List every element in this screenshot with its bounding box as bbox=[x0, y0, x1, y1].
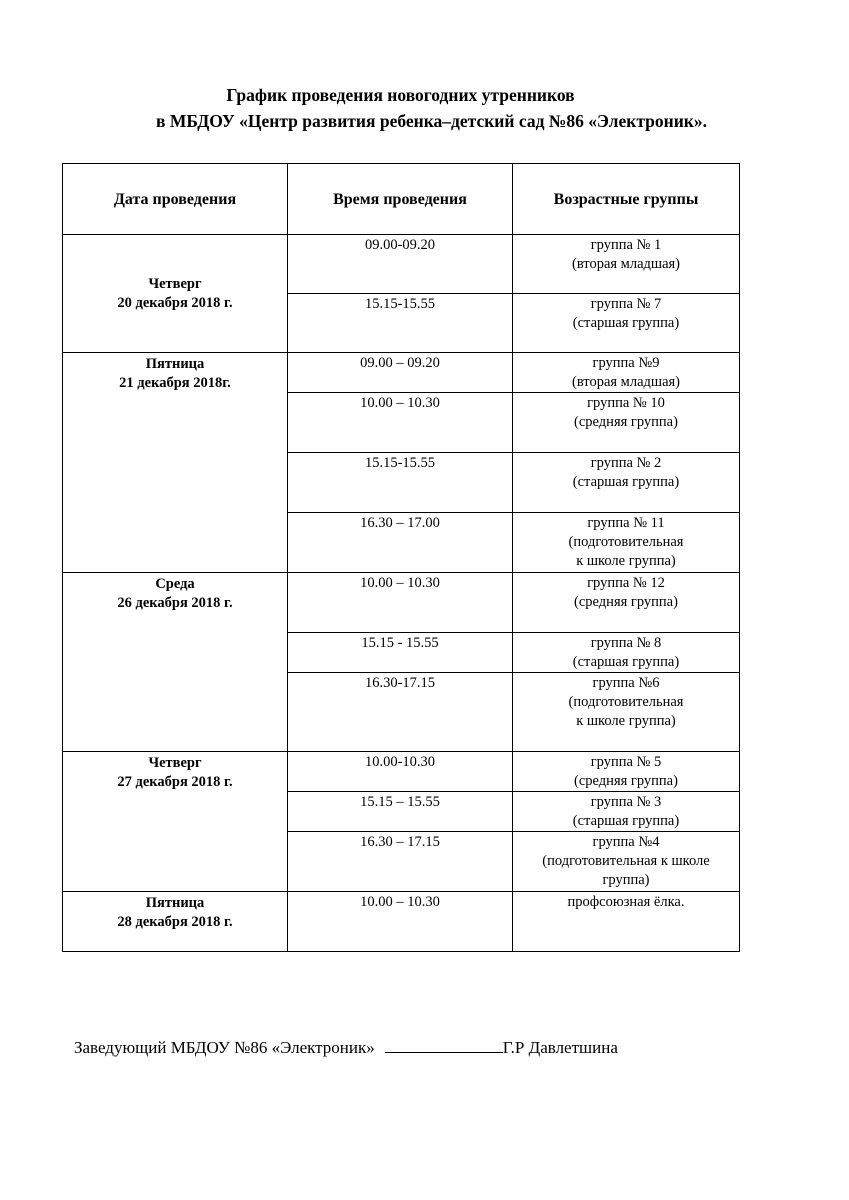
date-text: 28 декабря 2018 г. bbox=[117, 914, 233, 930]
group-cell bbox=[513, 294, 740, 353]
schedule-table bbox=[62, 163, 740, 952]
column-header-groups: Возрастные группы bbox=[513, 164, 740, 235]
time-cell bbox=[288, 294, 513, 353]
date-cell bbox=[63, 573, 288, 752]
day-of-week: Четверг bbox=[148, 275, 202, 292]
date-cell bbox=[63, 752, 288, 892]
document-title-line-2: в МБДОУ «Центр развития ребенка–детский сад №86 «Электроник». bbox=[156, 111, 707, 131]
group-line: профсоюзная ёлка. bbox=[567, 894, 685, 910]
signer-name: Г.Р Давлетшина bbox=[502, 1038, 618, 1057]
signer-position: Заведующий МБДОУ №86 «Электроник» bbox=[74, 1038, 375, 1057]
time-text: 10.00 – 10.30 bbox=[360, 575, 440, 591]
group-line: группа № 3 bbox=[590, 794, 662, 810]
group-cell bbox=[513, 235, 740, 294]
time-cell bbox=[288, 513, 513, 573]
group-line: (старшая группа) bbox=[572, 654, 680, 670]
table-row bbox=[63, 892, 740, 952]
column-header-time: Время проведения bbox=[288, 164, 513, 235]
group-cell bbox=[513, 573, 740, 633]
time-text: 15.15 - 15.55 bbox=[361, 635, 439, 651]
group-line: группа № 5 bbox=[590, 754, 662, 770]
day-of-week: Пятница bbox=[145, 895, 205, 911]
group-line: к школе группа) bbox=[576, 713, 676, 729]
group-line: группа №9 bbox=[592, 355, 660, 371]
group-line: (средняя группа) bbox=[574, 414, 678, 430]
group-cell bbox=[513, 832, 740, 892]
time-text: 16.30 – 17.00 bbox=[360, 515, 440, 531]
table-row bbox=[63, 353, 740, 393]
group-line: группа №6 bbox=[592, 675, 660, 691]
group-line: группа) bbox=[602, 872, 650, 888]
group-cell bbox=[513, 792, 740, 832]
time-text: 10.00-10.30 bbox=[364, 754, 436, 770]
group-line: (старшая группа) bbox=[572, 813, 680, 829]
group-line: (вторая младшая) bbox=[571, 256, 680, 272]
signature-block bbox=[74, 1036, 618, 1059]
group-line: группа № 2 bbox=[590, 455, 662, 471]
time-text: 09.00-09.20 bbox=[364, 237, 436, 253]
time-cell bbox=[288, 832, 513, 892]
date-text: 20 декабря 2018 г. bbox=[117, 294, 233, 311]
group-cell bbox=[513, 393, 740, 453]
column-header-date: Дата проведения bbox=[63, 164, 288, 235]
group-cell bbox=[513, 752, 740, 792]
group-line: (старшая группа) bbox=[572, 315, 680, 331]
group-cell bbox=[513, 453, 740, 513]
time-text: 09.00 – 09.20 bbox=[360, 355, 440, 371]
time-text: 10.00 – 10.30 bbox=[360, 395, 440, 411]
time-text: 10.00 – 10.30 bbox=[360, 894, 440, 910]
group-line: (средняя группа) bbox=[574, 594, 678, 610]
day-of-week: Среда bbox=[155, 576, 195, 592]
group-line: к школе группа) bbox=[576, 553, 676, 569]
time-cell bbox=[288, 752, 513, 792]
day-of-week: Четверг bbox=[148, 755, 202, 771]
group-line: группа №4 bbox=[592, 834, 660, 850]
group-cell bbox=[513, 673, 740, 752]
date-cell bbox=[63, 353, 288, 573]
date-cell bbox=[63, 892, 288, 952]
time-cell bbox=[288, 792, 513, 832]
document-title-line-1: График проведения новогодних утренников bbox=[226, 85, 575, 105]
time-text: 15.15-15.55 bbox=[364, 455, 436, 471]
group-line: (средняя группа) bbox=[574, 773, 678, 789]
group-line: (подготовительная к школе bbox=[542, 853, 710, 869]
group-line: группа № 10 bbox=[587, 395, 665, 411]
time-text: 16.30-17.15 bbox=[364, 675, 436, 691]
time-cell bbox=[288, 673, 513, 752]
group-cell bbox=[513, 892, 740, 952]
group-line: (старшая группа) bbox=[572, 474, 680, 490]
table-row bbox=[63, 752, 740, 792]
time-cell bbox=[288, 393, 513, 453]
group-line: (подготовительная bbox=[568, 534, 684, 550]
date-cell bbox=[63, 235, 288, 353]
table-header-row bbox=[63, 164, 740, 235]
time-cell bbox=[288, 235, 513, 294]
time-cell bbox=[288, 453, 513, 513]
group-line: группа № 11 bbox=[587, 515, 665, 531]
day-of-week: Пятница bbox=[145, 356, 205, 372]
time-text: 15.15 – 15.55 bbox=[360, 794, 440, 810]
group-cell bbox=[513, 633, 740, 673]
time-cell bbox=[288, 633, 513, 673]
date-text: 26 декабря 2018 г. bbox=[117, 595, 233, 611]
time-text: 16.30 – 17.15 bbox=[360, 834, 440, 850]
date-text: 27 декабря 2018 г. bbox=[117, 774, 233, 790]
signature-line bbox=[385, 1036, 503, 1053]
group-line: группа № 7 bbox=[590, 296, 662, 312]
group-line: группа № 1 bbox=[590, 237, 662, 253]
group-cell bbox=[513, 353, 740, 393]
group-cell bbox=[513, 513, 740, 573]
table-row bbox=[63, 235, 740, 294]
group-line: группа № 12 bbox=[587, 575, 665, 591]
group-line: (подготовительная bbox=[568, 694, 684, 710]
time-cell bbox=[288, 353, 513, 393]
time-text: 15.15-15.55 bbox=[364, 296, 436, 312]
time-cell bbox=[288, 573, 513, 633]
table-row bbox=[63, 573, 740, 633]
date-text: 21 декабря 2018г. bbox=[119, 375, 231, 391]
group-line: группа № 8 bbox=[590, 635, 662, 651]
group-line: (вторая младшая) bbox=[571, 374, 680, 390]
time-cell bbox=[288, 892, 513, 952]
